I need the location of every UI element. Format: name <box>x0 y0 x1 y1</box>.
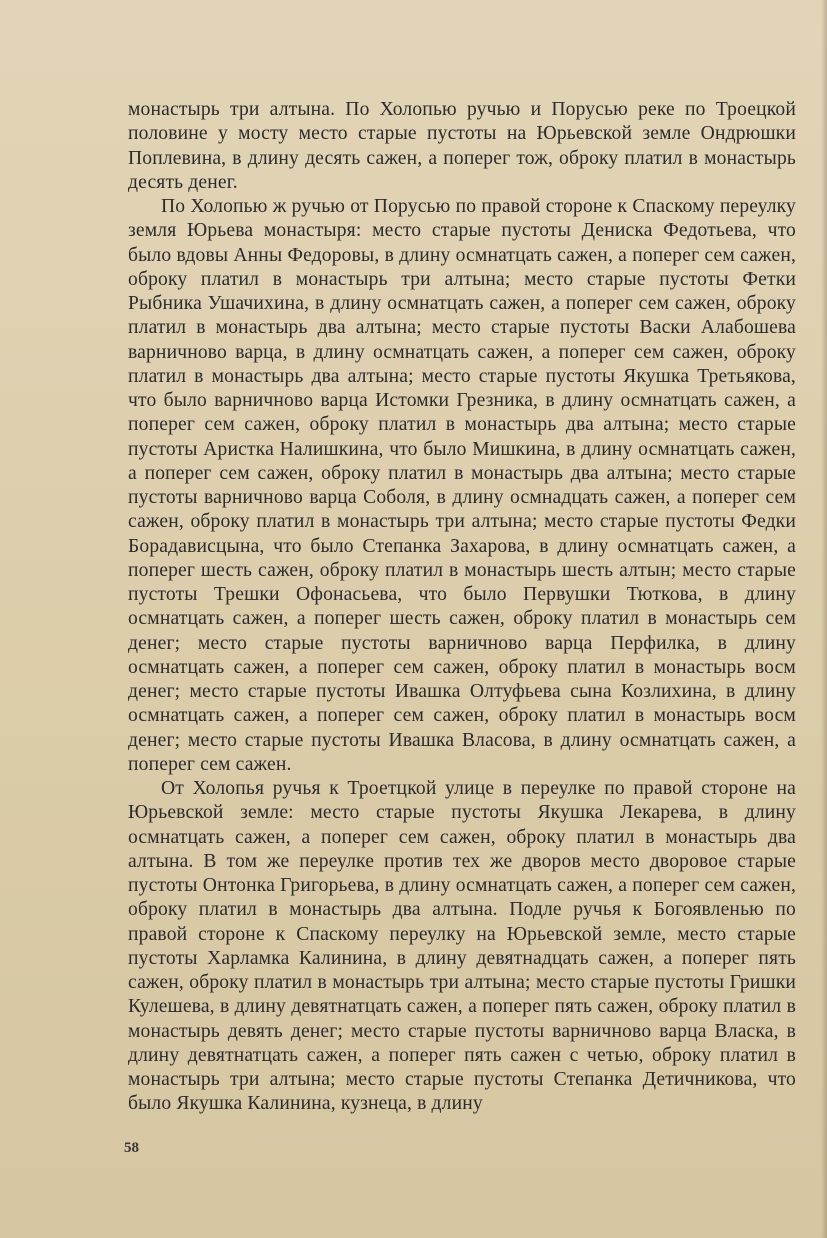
paragraph-2: По Холопью ж ручью от Порусью по правой стороне к Спаскому переулку земля Юрьева монастыря: место старые пустоты Дениска Федотьева, что было вдовы Анны Федоровы, в длину осмнатцать сажен, а поперег сем сажен, оброку платил в монастырь три алтына; место старые пустоты Фетки Рыбника Ушачихина, в длину осмнатцать сажен, а поперег сем сажен, оброку платил в монастырь два алтына; место старые пустоты Васки Алабошева варничново варца, в длину осмнатцать сажен, а поперег сем сажен, оброку платил в монастырь два алтына; место старые пустоты Якушка Третьякова, что было варничново варца Истомки Грезника, в длину осмнатцать сажен, а поперег сем сажен, оброку платил в монастырь два алтына; место старые пустоты Аристка Налишкина, что было Мишкина, в длину осмнатцать сажен, а поперег сем сажен, оброку платил в монастырь два алтына; место старые пустоты варничново варца Соболя, в длину осмнадцать сажен, а поперег сем сажен, оброку платил в монастырь три алтына; место старые пустоты Федки Борадависцына, что было Степанка Захарова, в длину осмнатцать сажен, а поперег шесть сажен, оброку платил в монастырь шесть алтын; место старые пустоты Трешки Офонасьева, что было Первушки Тюткова, в длину осмнатцать сажен, а поперег шесть сажен, оброку платил в монастырь сем денег; место старые пустоты варничново варца Перфилка, в длину осмнатцать сажен, а поперег сем сажен, оброку платил в монастырь восм денег; место старые пустоты Ивашка Олтуфьева сына Козлихина, в длину осмнатцать сажен, а поперег сем сажен, оброку платил в монастырь восм денег; место старые пустоты Ивашка Власова, в длину осмнатцать сажен, а поперег сем сажен. <box>128 196 796 775</box>
paragraph-1: монастырь три алтына. По Холопью ручью и Порусью реке по Троецкой половине у мосту место старые пустоты на Юрьевской земле Ондрюшки Поплевина, в длину десять сажен, а поперег тож, оброку платил в монастырь десять денег. <box>128 99 796 193</box>
paragraph-3: От Холопья ручья к Троетцкой улице в переулке по правой стороне на Юрьевской земле: место старые пустоты Якушка Лекарева, в длину осмнатцать сажен, а поперег сем сажен, оброку платил в монастырь два алтына. В том же переулке против тех же дворов место дворовое старые пустоты Онтонка Григорьева, в длину осмнатцать сажен, а поперег сем сажен, оброку платил в монастырь два алтына. Подле ручья к Богоявленью по правой стороне к Спаскому переулку на Юрьевской земле, место старые пустоты Харламка Калинина, в длину девятнадцать сажен, а поперег пять сажен, оброку платил в монастырь три алтына; место старые пустоты Гришки Кулешева, в длину девятнатцать сажен, а поперег пять сажен, оброку платил в монастырь девять денег; место старые пустоты варничново варца Власка, в длину девятнатцать сажен, а поперег пять сажен с четью, оброку платил в монастырь три алтына; место старые пустоты Степанка Детичникова, что было Якушка Калинина, кузнеца, в длину <box>128 778 796 1115</box>
page-number: 58 <box>124 1140 139 1156</box>
body-text <box>128 98 796 1117</box>
